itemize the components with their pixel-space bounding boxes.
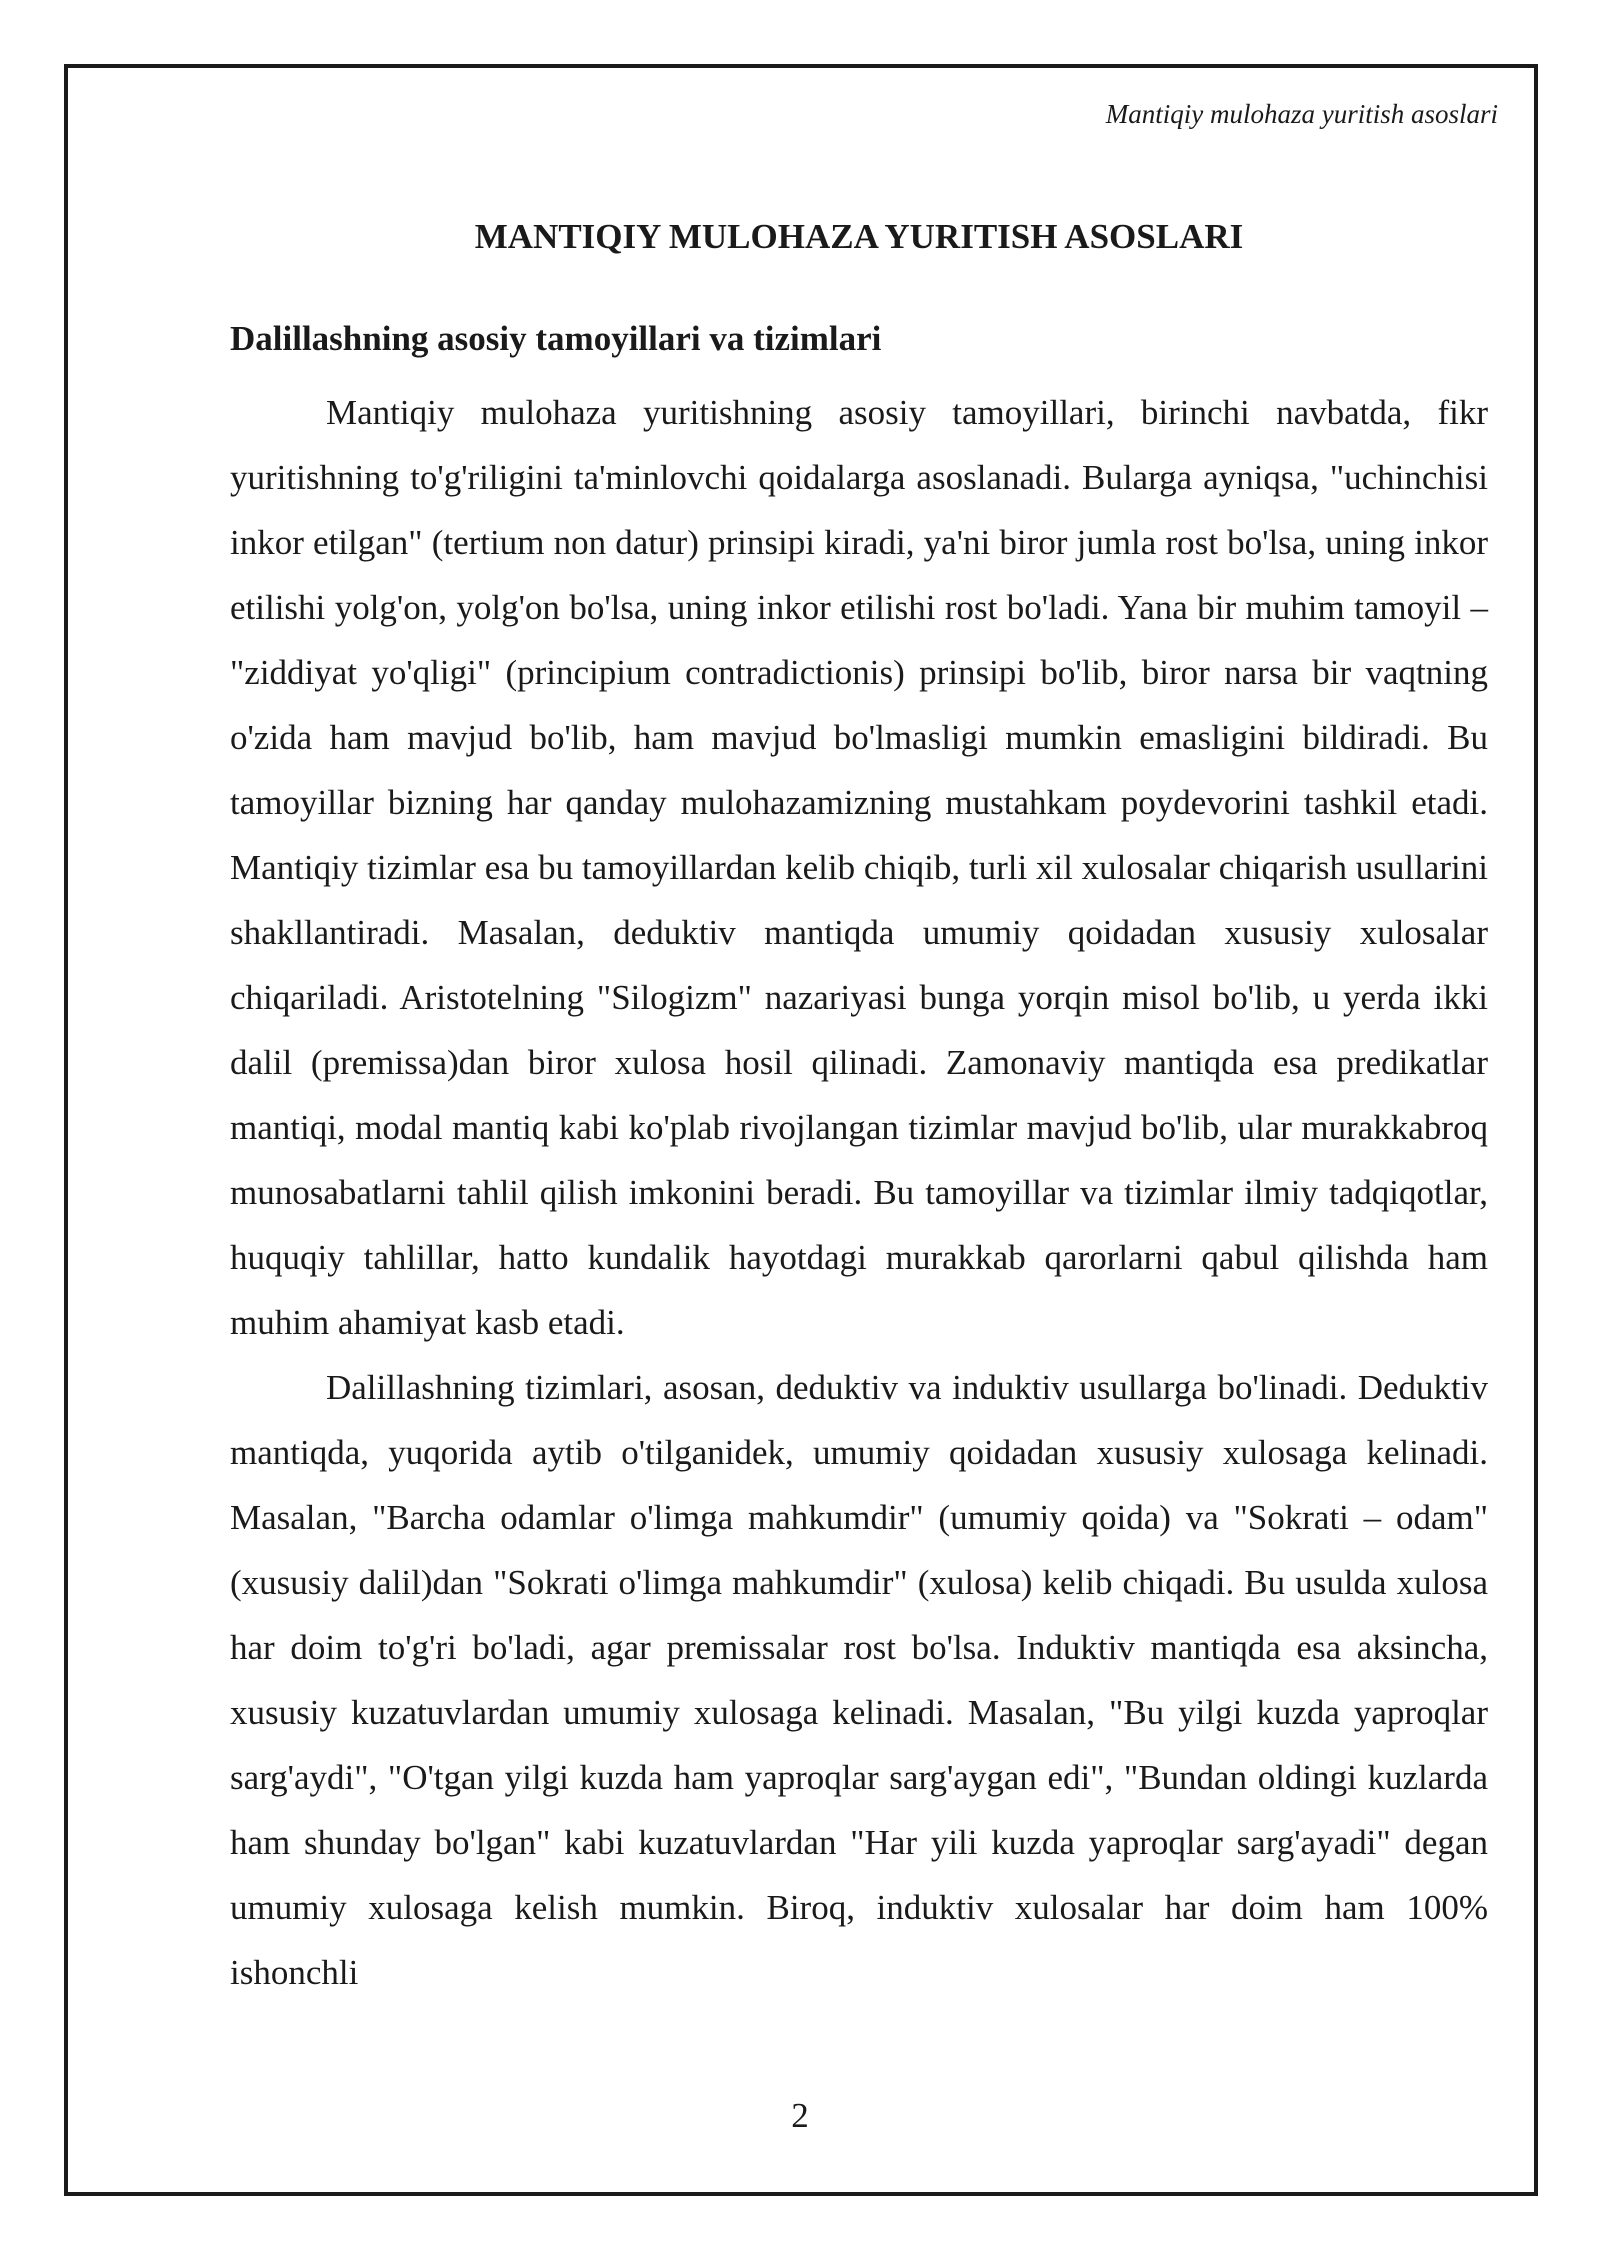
running-header: Mantiqiy mulohaza yuritish asoslari	[1105, 99, 1498, 129]
body-paragraph: Mantiqiy mulohaza yuritishning asosiy tamoyillari, birinchi navbatda, fikr yuritishning to'g'riligini ta'minlovchi qoidalarga asoslanadi. Bularga ayniqsa, "uchinchisi inkor etilgan" (tertium non datur) prinsipi kiradi, ya'ni biror jumla rost bo'lsa, uning inkor etilishi yolg'on, yolg'on bo'lsa, uning inkor etilishi rost bo'ladi. Yana bir muhim tamoyil – "ziddiyat yo'qligi" (principium contradictionis) prinsipi bo'lib, biror narsa bir vaqtning o'zida ham mavjud bo'lib, ham mavjud bo'lmasligi mumkin emasligini bildiradi. Bu tamoyillar bizning har qanday mulohazamizning mustahkam poydevorini tashkil etadi. Mantiqiy tizimlar esa bu tamoyillardan kelib chiqib, turli xil xulosalar chiqarish usullarini shakllantiradi. Masalan, deduktiv mantiqda umumiy qoidadan xususiy xulosalar chiqariladi. Aristotelning "Silogizm" nazariyasi bunga yorqin misol bo'lib, u yerda ikki dalil (premissa)dan biror xulosa hosil qilinadi. Zamonaviy mantiqda esa predikatlar mantiqi, modal mantiq kabi ko'plab rivojlangan tizimlar mavjud bo'lib, ular murakkabroq munosabatlarni tahlil qilish imkonini beradi. Bu tamoyillar va tizimlar ilmiy tadqiqotlar, huquqiy tahlillar, hatto kundalik hayotdagi murakkab qarorlarni qabul qilishda ham muhim ahamiyat kasb etadi.	[230, 393, 1488, 1342]
body-paragraph: Dalillashning tizimlari, asosan, deduktiv va induktiv usullarga bo'linadi. Deduktiv mantiqda, yuqorida aytib o'tilganidek, umumiy qoidadan xususiy xulosaga kelinadi. Masalan, "Barcha odamlar o'limga mahkumdir" (umumiy qoida) va "Sokrati – odam" (xususiy dalil)dan "Sokrati o'limga mahkumdir" (xulosa) kelib chiqadi. Bu usulda xulosa har doim to'g'ri bo'ladi, agar premissalar rost bo'lsa. Induktiv mantiqda esa aksincha, xususiy kuzatuvlardan umumiy xulosaga kelinadi. Masalan, "Bu yilgi kuzda yaproqlar sarg'aydi", "O'tgan yilgi kuzda ham yaproqlar sarg'aygan edi", "Bundan oldingi kuzlarda ham shunday bo'lgan" kabi kuzatuvlardan "Har yili kuzda yaproqlar sarg'ayadi" degan umumiy xulosaga kelish mumkin. Biroq, induktiv xulosalar har doim ham 100% ishonchli	[230, 1368, 1488, 1992]
page-number: 2	[791, 2096, 809, 2135]
page-content	[230, 210, 1488, 2005]
section-heading: Dalillashning asosiy tamoyillari va tizimlari	[230, 319, 882, 358]
document-title: MANTIQIY MULOHAZA YURITISH ASOSLARI	[474, 217, 1244, 256]
